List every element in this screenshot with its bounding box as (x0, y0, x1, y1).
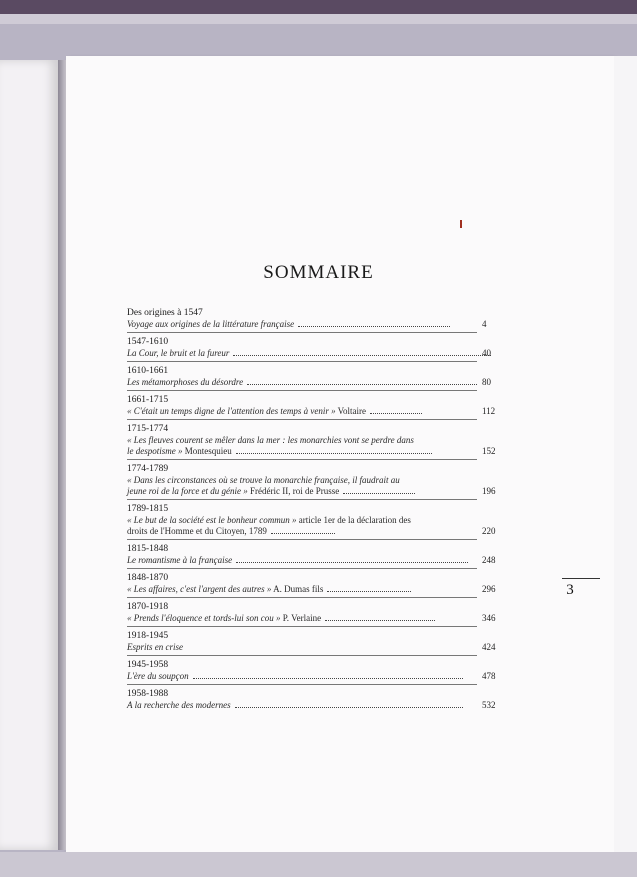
dot-leader (298, 326, 450, 327)
toc-period: 1848-1870 (127, 573, 169, 583)
toc-period: 1815-1848 (127, 544, 169, 554)
ink-mark (460, 220, 462, 228)
toc-entry-italic: Voyage aux origines de la littérature française (127, 319, 295, 329)
toc-entry-title (127, 584, 507, 595)
toc-entry-line (127, 319, 507, 330)
dot-leader (370, 413, 422, 414)
toc-period: 1789-1815 (127, 504, 169, 514)
dot-leader (235, 707, 463, 708)
toc-entry-title (127, 475, 507, 497)
toc-entry (127, 688, 507, 711)
toc-entry (127, 503, 507, 540)
toc-entry-normal: Voltaire (335, 406, 366, 416)
toc-page-number: 346 (482, 613, 496, 623)
toc-entry-line (127, 435, 507, 446)
toc-entry-title (127, 435, 507, 457)
toc-entry (127, 543, 507, 569)
toc-entry (127, 630, 507, 656)
toc-period: 1958-1988 (127, 689, 169, 699)
dot-leader (236, 562, 468, 563)
toc-entry-italic: jeune roi de la force et du génie » (127, 486, 248, 496)
toc-entry-line (127, 642, 507, 653)
toc-entry-line (127, 700, 507, 711)
toc-page-number: 220 (482, 526, 496, 536)
toc-entry-italic: Les métamorphoses du désordre (127, 377, 244, 387)
toc-entry (127, 365, 507, 391)
toc-entry-title (127, 515, 507, 537)
toc-entry-italic: « Les fleuves courent se mêler dans la mer : les monarchies vont se perdre dans (127, 435, 414, 445)
toc-entry-normal: A. Dumas fils (271, 584, 324, 594)
toc-page-number: 112 (482, 406, 496, 416)
toc-entry (127, 659, 507, 685)
toc-entry-title (127, 671, 507, 682)
toc-entry-normal: P. Verlaine (280, 613, 322, 623)
toc-entry-line (127, 486, 507, 497)
toc-entry-italic: « Le but de la société est le bonheur commun » (127, 515, 297, 525)
left-page-edge (0, 60, 58, 850)
toc-period: 1715-1774 (127, 424, 169, 434)
toc-page-number: 4 (482, 319, 487, 329)
dot-leader (271, 533, 335, 534)
toc-entry-normal: droits de l'Homme et du Citoyen, 1789 (127, 526, 267, 536)
background-top-band-light (0, 14, 637, 24)
toc-separator (127, 361, 477, 362)
toc-page-number: 152 (482, 446, 496, 456)
toc-entry-italic: le despotisme » (127, 446, 183, 456)
toc-period: 1918-1945 (127, 631, 169, 641)
toc-entry-line (127, 406, 507, 417)
toc-entry-line (127, 377, 507, 388)
toc-page-number: 196 (482, 486, 496, 496)
toc-entry-title (127, 613, 507, 624)
toc-page-number: 296 (482, 584, 496, 594)
toc-entry-title (127, 348, 507, 359)
toc-entry-line (127, 613, 507, 624)
toc-entry-line (127, 515, 507, 526)
page-number: 3 (566, 582, 574, 598)
toc-entry-italic: La Cour, le bruit et la fureur (127, 348, 230, 358)
toc-entry-line (127, 671, 507, 682)
toc-entry-line (127, 348, 507, 359)
toc-entry-line (127, 584, 507, 595)
toc-entry-line (127, 446, 507, 457)
toc-entry-line (127, 526, 507, 537)
toc-entry-title (127, 555, 507, 566)
toc-period: 1870-1918 (127, 602, 169, 612)
toc-entry-italic: « C'était un temps digne de l'attention des temps à venir » (127, 406, 336, 416)
toc-entry (127, 423, 507, 460)
page-number-rule (562, 578, 600, 579)
toc-entry-normal: Montesquieu (182, 446, 232, 456)
toc-entry-italic: « Dans les circonstances où se trouve la monarchie française, il faudrait au (127, 475, 400, 485)
toc-entry-title (127, 319, 507, 330)
dot-leader (343, 493, 415, 494)
toc-entry-title (127, 642, 507, 653)
toc-entry (127, 463, 507, 500)
toc-entry-italic: Esprits en crise (127, 642, 183, 652)
toc-separator (127, 626, 477, 627)
toc-entry-italic: Le romantisme à la française (127, 555, 233, 565)
toc-entry (127, 601, 507, 627)
toc-entry-italic: « Les affaires, c'est l'argent des autres » (127, 584, 272, 594)
toc-entry (127, 336, 507, 362)
toc-entry-italic: L'ère du soupçon (127, 671, 189, 681)
dot-leader (325, 620, 435, 621)
toc-separator (127, 684, 477, 685)
dot-leader (193, 678, 463, 679)
toc-entry-title (127, 377, 507, 388)
toc-separator (127, 332, 477, 333)
toc-entry (127, 307, 507, 333)
toc-page-number: 40 (482, 348, 491, 358)
toc-period: 1610-1661 (127, 366, 169, 376)
toc-entry-italic: A la recherche des modernes (127, 700, 231, 710)
dot-leader (233, 355, 491, 356)
toc-separator (127, 419, 477, 420)
toc-page-number: 248 (482, 555, 496, 565)
toc-entry-line (127, 555, 507, 566)
toc-period: 1774-1789 (127, 464, 169, 474)
toc-period: Des origines à 1547 (127, 308, 203, 318)
toc-separator (127, 597, 477, 598)
table-of-contents (127, 307, 507, 711)
toc-separator (127, 459, 477, 460)
dot-leader (327, 591, 411, 592)
background-bottom-band (0, 852, 637, 877)
dot-leader (236, 453, 432, 454)
page-edge-right (614, 56, 637, 852)
toc-period: 1945-1958 (127, 660, 169, 670)
toc-page-number: 478 (482, 671, 496, 681)
toc-entry (127, 572, 507, 598)
toc-entry-italic: « Prends l'éloquence et tords-lui son cou » (127, 613, 281, 623)
toc-separator (127, 390, 477, 391)
toc-entry-line (127, 475, 507, 486)
toc-entry-title (127, 700, 507, 711)
toc-entry-normal: Frédéric II, roi de Prusse (247, 486, 340, 496)
toc-entry-title (127, 406, 507, 417)
toc-entry-normal: article 1er de la déclaration des (296, 515, 411, 525)
toc-separator (127, 499, 477, 500)
dot-leader (247, 384, 477, 385)
toc-period: 1547-1610 (127, 337, 169, 347)
toc-page-number: 424 (482, 642, 496, 652)
background-top-band (0, 0, 637, 14)
toc-page-number: 532 (482, 700, 496, 710)
toc-entry (127, 394, 507, 420)
toc-period: 1661-1715 (127, 395, 169, 405)
page-title: SOMMAIRE (263, 262, 374, 283)
toc-separator (127, 539, 477, 540)
toc-separator (127, 655, 477, 656)
toc-separator (127, 568, 477, 569)
toc-page-number: 80 (482, 377, 491, 387)
